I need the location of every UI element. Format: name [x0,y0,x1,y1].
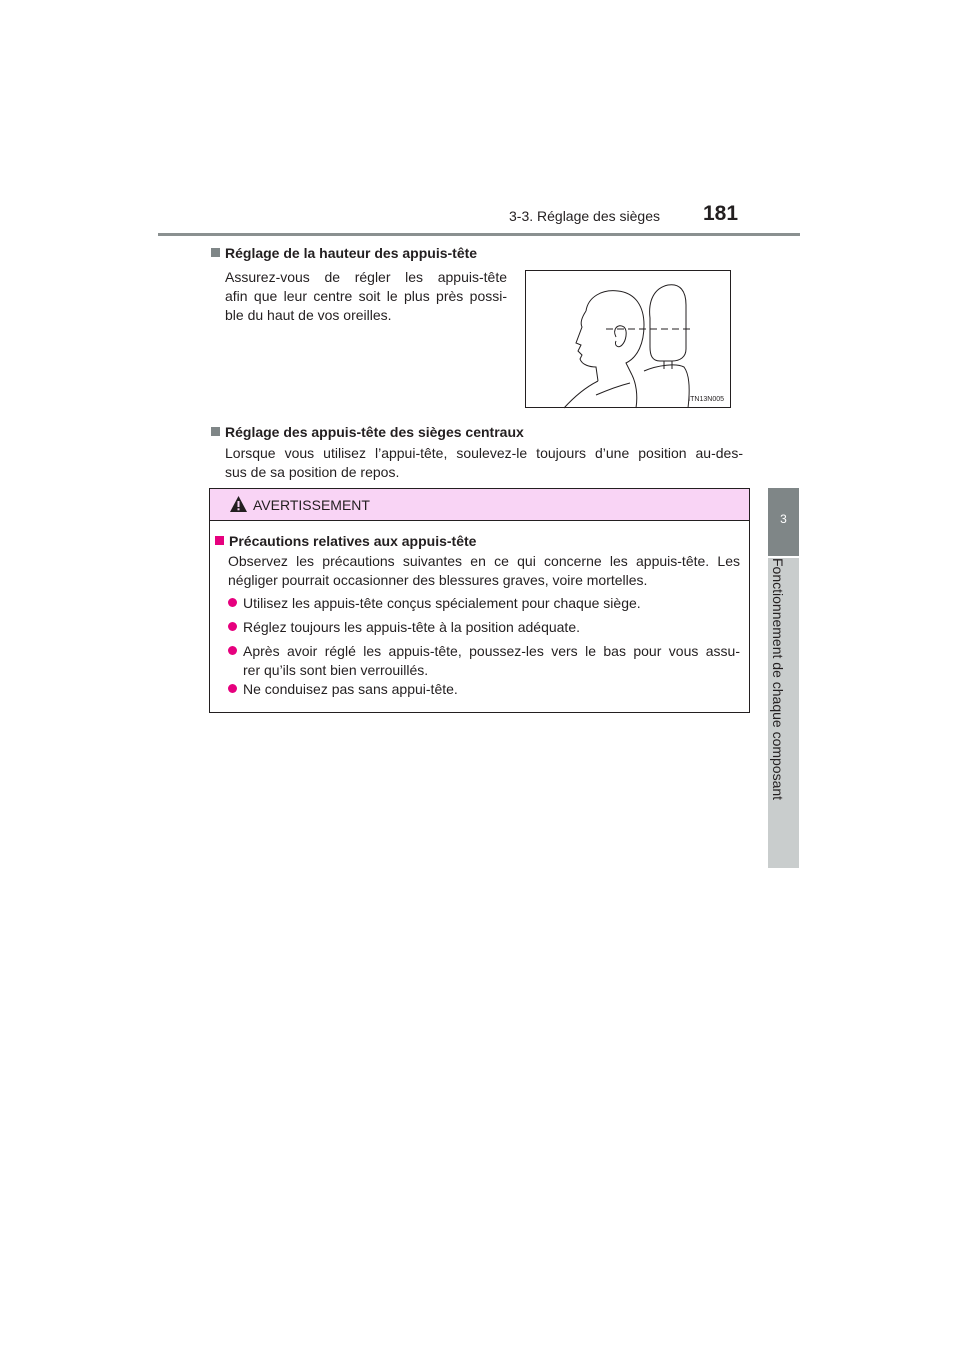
warning-intro: Observez les précautions suivantes en ce qui concerne les appuis-tête. Les négliger pourrait occasionner des blessures graves, voire mortelles. [228,553,740,588]
square-bullet-icon [215,536,224,545]
warning-bullet: Utilisez les appuis-tête conçus spécialement pour chaque siège. [228,594,740,613]
figure-code: ITN13N005 [688,396,724,403]
bullet-dot-icon [228,622,237,631]
headrest-illustration [525,270,731,408]
warning-title: AVERTISSEMENT [253,497,370,513]
warning-bullet: Après avoir réglé les appuis-tête, poussez-les vers le bas pour vous assu- rer qu’ils sont bien verrouillés. [228,642,740,680]
square-bullet-icon [211,248,220,257]
chapter-tab [768,488,799,556]
header-rule [158,233,800,236]
chapter-number: 3 [780,512,787,526]
section-heading-central: Réglage des appuis-tête des sièges centraux [211,424,524,440]
bullet-dot-icon [228,684,237,693]
warning-bullet: Réglez toujours les appuis-tête à la position adéquate. [228,618,740,637]
central-paragraph: Lorsque vous utilisez l’appui-tête, soulevez-le toujours d’une position au-des- sus de sa position de repos. [225,445,743,480]
bullet-dot-icon [228,598,237,607]
bullet-dot-icon [228,646,237,655]
square-bullet-icon [211,427,220,436]
warning-heading: Précautions relatives aux appuis-tête [215,533,476,549]
section-title: 3-3. Réglage des sièges [509,208,660,224]
section-heading-height: Réglage de la hauteur des appuis-tête [211,245,477,261]
warning-box [209,488,750,713]
head-and-headrest-drawing [526,271,732,409]
page-number: 181 [703,202,739,225]
warning-bullet: Ne conduisez pas sans appui-tête. [228,680,740,699]
warning-header [210,489,749,521]
chapter-title: Fonctionnement de chaque composant [770,558,786,801]
warning-triangle-icon [229,495,248,513]
height-paragraph: Assurez-vous de régler les appuis-tête afin que leur centre soit le plus près possi- ble du haut de vos oreilles. [225,269,507,323]
